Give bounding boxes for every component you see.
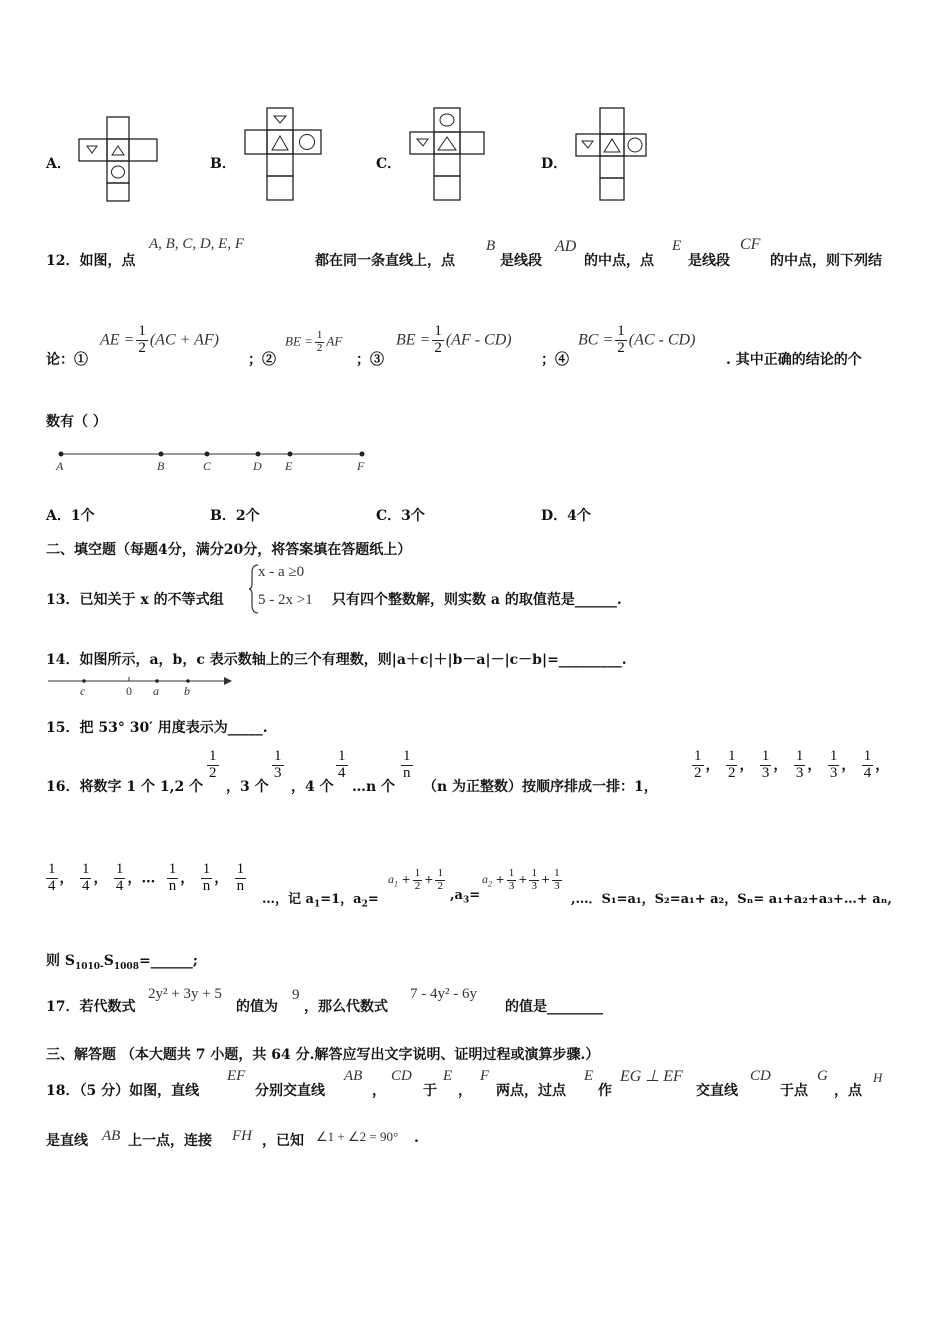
q16-frac-third: $\frac{1}{3}$ — [274, 748, 282, 781]
q14-number-line — [46, 672, 236, 698]
q16-a3-label: $,a_3=$ — [450, 888, 481, 906]
triangle-icon — [604, 139, 620, 152]
nl-label-f: F — [357, 459, 365, 473]
q18-text-2: 于 — [423, 1083, 437, 1099]
q18-line2-a: 是直线 — [46, 1133, 88, 1149]
q11-option-c-label: C． — [376, 156, 402, 172]
q13-post: 只有四个整数解，则实数 a 的取值范是______. — [332, 592, 622, 608]
seq-term: $\frac{1}{3}$ — [829, 748, 838, 781]
seq-term: $\frac{1}{3}$ — [761, 748, 770, 781]
heart-icon — [417, 139, 428, 146]
nl-label-d: D — [253, 459, 262, 473]
q17-expression-1: 2y² + 3y + 5 — [148, 986, 222, 1002]
q12-point-b: B — [486, 238, 496, 254]
q12-conclusion-4: BC = $\frac{1}{2}$ (AC - CD) — [578, 323, 696, 356]
q16-mid-2: ，4 个 — [291, 779, 334, 795]
seq-term: $\frac{1}{4}$ — [48, 861, 56, 894]
q13-pre: 13．已知关于 x 的不等式组 — [46, 592, 224, 608]
q17-nine: 9 — [292, 987, 300, 1003]
q18-text-1: 分别交直线 — [255, 1083, 325, 1099]
q11-option-a-label: A． — [46, 156, 71, 172]
circle-icon — [112, 166, 125, 178]
q16-seq-row-1: $\frac{1}{2}$ ， $\frac{1}{2}$ ， $\frac{1}{3}$ ， $\frac{1}{3}$ ， $\frac{1}{3}$ ， $\frac{1}{4}$ ， — [694, 748, 890, 781]
q12-ad: AD — [555, 238, 577, 255]
nl-label-b: B — [157, 459, 165, 473]
q17-mid-2: ，那么代数式 — [304, 999, 388, 1015]
q12-sep-4: ；④ — [541, 352, 569, 368]
q12-intro: 12．如图，点 — [46, 253, 136, 269]
q18-angle-condition: ∠1 + ∠2 = 90° — [316, 1129, 399, 1144]
q12-conclusion-2: BE = $\frac{1}{2}$ AF — [285, 329, 343, 354]
q16-mid-3: …n 个 — [352, 779, 396, 795]
seq-term: $\frac{1}{2}$ — [727, 748, 736, 781]
q12-conclusion-lead: 论：① — [46, 352, 88, 368]
seq-term: $\frac{1}{4}$ — [863, 748, 872, 781]
q18-ab-2: AB — [102, 1128, 121, 1144]
q11-option-b-label: B． — [210, 156, 236, 172]
q18-text-4: 作 — [598, 1083, 612, 1099]
q18-period: . — [414, 1130, 419, 1146]
q12-option-a: A．1个 — [46, 508, 95, 524]
q12-point-e: E — [672, 238, 682, 254]
q18-h: H — [873, 1070, 883, 1085]
q16-mid-1: ，3 个 — [226, 779, 269, 795]
q12-option-b: B．2个 — [210, 508, 260, 524]
seq-term: $\frac{1}{n}$ — [236, 861, 245, 894]
q18-text-5: 交直线 — [696, 1083, 738, 1099]
q18-ef: EF — [227, 1068, 246, 1084]
q16-question: 则 $S_{1010-}S_{1008}=\_\_\_\_\_\_$; — [46, 953, 198, 972]
q12-sep-2: ；② — [248, 352, 276, 368]
q12-text-5: 的中点，则下列结 — [770, 253, 882, 269]
q12-option-d: D．4个 — [541, 508, 591, 524]
q16-frac-half: $\frac{1}{2}$ — [209, 748, 217, 781]
q13-inequality-2: 5 - 2x >1 — [258, 592, 313, 608]
q11-option-b-net — [243, 104, 327, 204]
q16-frac-nth: $\frac{1}{n}$ — [403, 748, 411, 781]
axis-label-b: b — [184, 684, 190, 698]
section-3-heading: 三、解答题 （本大题共 7 小题，共 64 分.解答应写出文字说明、证明过程或演算步骤.） — [46, 1047, 600, 1063]
q18-ab: AB — [344, 1068, 363, 1084]
circle-icon — [440, 114, 454, 126]
q15-text: 15．把 53° 30′ 用度表示为_____. — [46, 720, 268, 736]
q18-text-6: 于点 — [780, 1083, 808, 1099]
heart-icon — [582, 141, 593, 148]
q11-option-d-net — [574, 104, 654, 204]
q17-mid: 的值为 — [236, 999, 278, 1015]
q16-sum-definition: ,…．S₁=a₁，S₂=a₁+ a₂，Sₙ= a₁+a₂+a₃+…+ aₙ, — [571, 892, 892, 907]
axis-label-a: a — [153, 684, 159, 698]
triangle-icon — [438, 137, 456, 150]
q16-a3-expression: $a_2$ + $\frac{1}{3}$ + $\frac{1}{3}$ + $\frac{1}{3}$ — [482, 867, 560, 892]
heart-icon — [274, 116, 286, 123]
triangle-icon — [112, 146, 124, 155]
q18-g: G — [817, 1068, 828, 1084]
q13-inequality-1: x - a ≥0 — [258, 564, 305, 580]
q17-expression-2: 7 - 4y² - 6y — [410, 986, 477, 1002]
axis-label-zero: 0 — [126, 684, 132, 698]
q18-eg-perp-ef: EG ⊥ EF — [620, 1068, 683, 1085]
q17-pre: 17．若代数式 — [46, 999, 136, 1015]
seq-term: $\frac{1}{4}$ — [81, 861, 90, 894]
q18-comma: ， — [372, 1083, 386, 1099]
q18-cd-2: CD — [750, 1068, 771, 1084]
q18-comma-2: ， — [458, 1083, 472, 1099]
q12-sep-3: ；③ — [356, 352, 384, 368]
q12-number-line — [50, 446, 380, 476]
q18-f: F — [480, 1068, 490, 1084]
axis-label-c: c — [80, 684, 86, 698]
q11-option-c-net — [408, 104, 492, 204]
q16-frac-quarter: $\frac{1}{4}$ — [338, 748, 346, 781]
arrow-icon — [224, 677, 232, 685]
q16-a2-expression: $a_1$ + $\frac{1}{2}$ + $\frac{1}{2}$ — [388, 867, 443, 892]
q12-points: A, B, C, D, E, F — [149, 236, 244, 252]
q18-line2-c: ，已知 — [262, 1133, 304, 1149]
q12-tail: . 其中正确的结论的个 — [726, 352, 862, 368]
q18-e-2: E — [584, 1068, 594, 1084]
q16-define-a: …，记 $a_1=1$，$a_2=$ — [262, 892, 379, 910]
q14-text: 14．如图所示，a，b，c 表示数轴上的三个有理数，则|a＋c|＋|b－a|－|c－b|=_________. — [46, 652, 627, 668]
q12-question-end: 数有（ ） — [46, 414, 107, 430]
q18-fh: FH — [232, 1128, 252, 1144]
nl-label-a: A — [56, 459, 64, 473]
q16-seq-row-2: $\frac{1}{4}$ ， $\frac{1}{4}$ ， $\frac{1}{4}$ ，… $\frac{1}{n}$ ， $\frac{1}{n}$ ， $\frac{1}{n}$ — [48, 861, 245, 894]
q18-line2-b: 上一点，连接 — [128, 1133, 212, 1149]
triangle-icon — [272, 136, 288, 150]
q12-text-1: 都在同一条直线上，点 — [315, 253, 455, 269]
q18-text-7: ，点 — [834, 1083, 862, 1099]
heart-icon — [87, 146, 97, 153]
q18-pre: 18．（5 分）如图，直线 — [46, 1083, 200, 1099]
q12-cf: CF — [740, 236, 761, 253]
seq-term: $\frac{1}{2}$ — [694, 748, 702, 781]
nl-label-c: C — [203, 459, 212, 473]
q11-option-d-label: D． — [541, 156, 568, 172]
q18-e: E — [443, 1068, 453, 1084]
q18-cd: CD — [391, 1068, 412, 1084]
section-2-heading: 二、填空题（每题4分，满分20分，将答案填在答题纸上） — [46, 542, 412, 558]
q16-mid-4: （n 为正整数）按顺序排成一排：1， — [423, 779, 658, 795]
q12-conclusion-1: AE = $\frac{1}{2}$ (AC + AF) — [100, 323, 219, 356]
q18-text-3: 两点，过点 — [496, 1083, 566, 1099]
circle-icon — [300, 135, 315, 150]
q12-option-c: C．3个 — [376, 508, 425, 524]
q17-post: 的值是________ — [505, 999, 603, 1015]
q11-option-a-net — [76, 113, 160, 205]
q12-text-3: 的中点，点 — [584, 253, 654, 269]
seq-term: $\frac{1}{n}$ — [202, 861, 211, 894]
seq-term: $\frac{1}{3}$ — [795, 748, 804, 781]
seq-term: $\frac{1}{4}$ — [115, 861, 124, 894]
circle-icon — [628, 138, 642, 152]
q12-text-2: 是线段 — [500, 253, 542, 269]
seq-term: $\frac{1}{n}$ — [168, 861, 177, 894]
q12-text-4: 是线段 — [688, 253, 730, 269]
nl-label-e: E — [285, 459, 293, 473]
q16-pre: 16．将数字 1 个 1,2 个 — [46, 779, 204, 795]
q12-conclusion-3: BE = $\frac{1}{2}$ (AF - CD) — [396, 323, 512, 356]
